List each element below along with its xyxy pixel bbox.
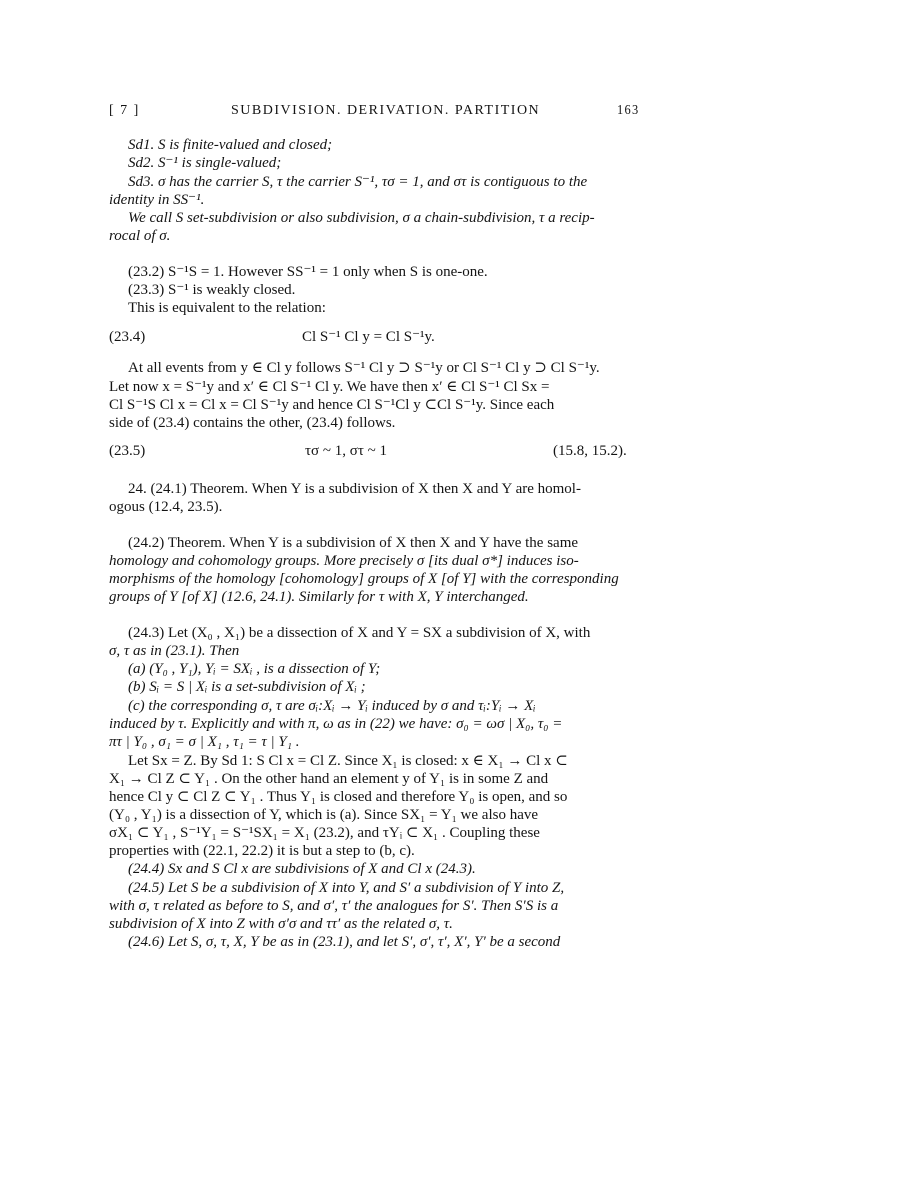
theorem-24-2-cont: morphisms of the homology [cohomology] groups of X [of Y] with the corresponding [109,571,619,587]
item-c: (c) the corresponding σ, τ are σᵢ:Xᵢ → Yᵢ induced by σ and τᵢ:Yᵢ → Xᵢ [128,698,536,714]
equation-23-5-ref: (15.8, 15.2). [553,443,627,459]
definition-line-cont: rocal of σ. [109,228,171,244]
condition-sd1: Sd1. S is finite-valued and closed; [128,137,333,153]
statement-24-3-cont: σ, τ as in (23.1). Then [109,643,240,659]
item-c-cont: πτ | Y₀ , σ₁ = σ | X₁ , τ₁ = τ | Y₁ . [109,734,300,750]
proof-line: hence Cl y ⊂ Cl Z ⊂ Y₁ . Thus Y₁ is closed and therefore Y₀ is open, and so [109,789,568,805]
equation-label-23-4: (23.4) [109,329,146,345]
item-b: (b) Sᵢ = S | Xᵢ is a set-subdivision of Xᵢ ; [128,679,366,695]
theorem-24-2-cont: homology and cohomology groups. More precisely σ [its dual σ*] induces iso- [109,553,579,569]
statement-23-2: (23.2) S⁻¹S = 1. However SS⁻¹ = 1 only when S is one-one. [128,264,488,280]
proof-line: σX₁ ⊂ Y₁ , S⁻¹Y₁ = S⁻¹SX₁ = X₁ (23.2), and τYᵢ ⊂ X₁ . Coupling these [109,825,540,841]
equation-label-23-5: (23.5) [109,443,146,459]
item-c-cont: induced by τ. Explicitly and with π, ω as in (22) we have: σ₀ = ωσ | X₀, τ₀ = [109,716,563,732]
proof-line: Let Sx = Z. By Sd 1: S Cl x = Cl Z. Since X₁ is closed: x ∈ X₁ → Cl x ⊂ [128,753,568,769]
condition-sd3-cont: identity in SS⁻¹. [109,192,205,208]
condition-sd2: Sd2. S⁻¹ is single-valued; [128,155,282,171]
text-line: At all events from y ∈ Cl y follows S⁻¹ Cl y ⊃ S⁻¹y or Cl S⁻¹ Cl y ⊃ Cl S⁻¹y. [128,360,600,376]
statement-24-5-cont: subdivision of X into Z with σ′σ and ττ′ as the related σ, τ. [109,916,453,932]
text-line: side of (23.4) contains the other, (23.4) follows. [109,415,396,431]
text-line: Cl S⁻¹S Cl x = Cl x = Cl S⁻¹y and hence Cl S⁻¹Cl y ⊂Cl S⁻¹y. Since each [109,397,555,413]
theorem-24-2: (24.2) Theorem. When Y is a subdivision of X then X and Y have the same [128,535,579,551]
page-number: 163 [617,103,640,118]
proof-line: properties with (22.1, 22.2) it is but a step to (b, c). [109,843,415,859]
definition-line: We call S set-subdivision or also subdivision, σ a chain-subdivision, τ a recip- [128,210,595,226]
equation-23-4: Cl S⁻¹ Cl y = Cl S⁻¹y. [302,329,435,345]
equation-23-5: τσ ~ 1, στ ~ 1 [305,443,387,459]
statement-24-5: (24.5) Let S be a subdivision of X into Y, and S′ a subdivision of Y into Z, [128,880,565,896]
condition-sd3: Sd3. σ has the carrier S, τ the carrier S⁻¹, τσ = 1, and στ is contiguous to the [128,174,588,190]
theorem-24-2-cont: groups of Y [of X] (12.6, 24.1). Similarly for τ with X, Y interchanged. [109,589,529,605]
statement-23-3: (23.3) S⁻¹ is weakly closed. [128,282,296,298]
theorem-24-1-cont: ogous (12.4, 23.5). [109,499,223,515]
running-title: SUBDIVISION. DERIVATION. PARTITION [231,103,541,118]
statement-24-6: (24.6) Let S, σ, τ, X, Y be as in (23.1), and let S′, σ′, τ′, X′, Y′ be a second [128,934,561,950]
section-marker: [ 7 ] [109,103,140,118]
text-line: Let now x = S⁻¹y and x′ ∈ Cl S⁻¹ Cl y. We have then x′ ∈ Cl S⁻¹ Cl Sx = [109,379,550,395]
item-a: (a) (Y₀ , Y₁), Yᵢ = SXᵢ , is a dissection of Y; [128,661,381,677]
theorem-24-1: 24. (24.1) Theorem. When Y is a subdivision of X then X and Y are homol- [128,481,581,497]
statement-24-4: (24.4) Sx and S Cl x are subdivisions of X and Cl x (24.3). [128,861,476,877]
proof-line: (Y₀ , Y₁) is a dissection of Y, which is (a). Since SX₁ = Y₁ we also have [109,807,539,823]
statement-24-5-cont: with σ, τ related as before to S, and σ′, τ′ the analogues for S′. Then S′S is a [109,898,559,914]
proof-line: X₁ → Cl Z ⊂ Y₁ . On the other hand an element y of Y₁ is in some Z and [109,771,549,787]
text-line: This is equivalent to the relation: [128,300,326,316]
statement-24-3: (24.3) Let (X₀ , X₁) be a dissection of X and Y = SX a subdivision of X, with [128,625,591,641]
